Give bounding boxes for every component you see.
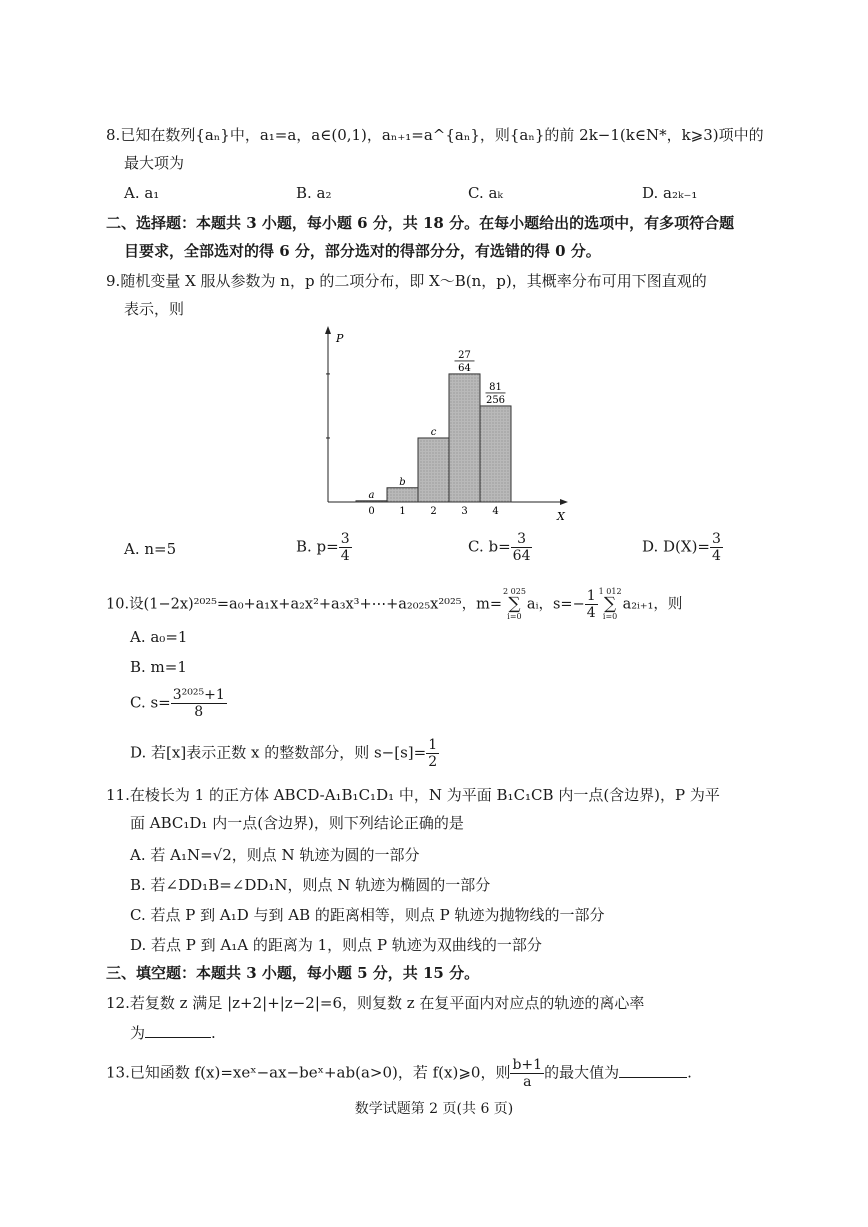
x-axis-arrow [560,499,568,505]
q10-option-b: B. m=1 [130,658,187,676]
bar-3 [449,374,480,502]
q8-line1 [106,124,764,146]
q9-line1 [106,270,707,292]
x-axis-label: X [557,510,565,523]
q8-option-a: A. a₁ [124,184,160,202]
q9-option-b: B. p= $\frac{3}{4}$ [296,531,350,564]
q12-number: 12. [106,994,130,1012]
y-axis-arrow [325,326,331,334]
tick-label-4: 4 [492,506,499,517]
q8-line2: 最大项为 [124,154,185,172]
q11-option-d: D. 若点 P 到 A₁A 的距离为 1，则点 P 轨迹为双曲线的一部分 [130,936,542,954]
q9-number: 9. [106,272,121,290]
q11-option-c: C. 若点 P 到 A₁D 与到 AB 的距离相等，则点 P 轨迹为抛物线的一部分 [130,906,605,924]
page-footer: 数学试题第 2 页(共 6 页) [354,1101,514,1117]
q10-option-c: C. s= $\frac{\text{3²⁰²⁵+1}}{8}$ [130,687,225,720]
q10-option-d: D. 若[x]表示正数 x 的整数部分，则 s−[s]= $\frac{1}{2}$ [130,737,438,770]
tick-label-1: 1 [399,506,406,517]
bar-label-denominator-4: 256 [485,394,506,406]
q8-option-b: B. a₂ [296,184,332,202]
bar-label-denominator-3: 64 [458,362,471,374]
q10-option-a: A. a₀=1 [130,628,188,646]
q8-option-c: C. aₖ [468,184,503,202]
q12-line1 [106,992,644,1014]
q8-number: 8. [106,126,121,144]
q10-sum-m: 2 025 ∑ i=0 [503,587,526,621]
bar-label-1: b [399,476,406,488]
q11-number: 11. [106,786,130,804]
section3-heading: 三、填空题：本题共 3 小题，每小题 5 分，共 15 分。 [106,964,480,982]
q8-text-line1: 已知在数列{aₙ}中，a₁=a，a∈(0,1)，aₙ₊₁=a^{aₙ}，则{aₙ}的前 2k−1(k∈N*，k⩾3)项中的 [120,126,764,144]
q11-line1 [106,784,720,806]
section2-heading-line2: 目要求，全部选对的得 6 分，部分选对的得部分分，有选错的得 0 分。 [124,242,601,260]
q9-line2: 表示，则 [124,300,185,318]
q9-distribution-chart [300,320,590,525]
q12-answer-blank[interactable] [145,1023,211,1038]
q8-option-d: D. a₂ₖ₋₁ [642,184,698,202]
q9-text-line1: 随机变量 X 服从参数为 n，p 的二项分布，即 X～B(n，p)，其概率分布可用下图直观的 [120,272,707,290]
tick-label-0: 0 [368,506,375,517]
q11-option-a: A. 若 A₁N=√2，则点 N 轨迹为圆的一部分 [130,846,420,864]
q12-text-line1: 若复数 z 满足 |z+2|+|z−2|=6，则复数 z 在复平面内对应点的轨迹的离心率 [129,994,645,1012]
q11-text-line1: 在棱长为 1 的正方体 ABCD-A₁B₁C₁D₁ 中，N 为平面 B₁C₁CB 内一点(含边界)，P 为平 [129,786,720,804]
bar-2 [418,438,449,502]
q13-fraction: $\frac{b+1}{a}$ [512,1057,543,1090]
q11-line2: 面 ABC₁D₁ 内一点(含边界)，则下列结论正确的是 [130,814,464,832]
y-axis-label: P [336,332,344,345]
bar-1 [387,488,418,502]
q11-option-b: B. 若∠DD₁B=∠DD₁N，则点 N 轨迹为椭圆的一部分 [130,876,491,894]
q9-option-d: D. D(X)= $\frac{3}{4}$ [642,531,721,564]
q13-line: 13.已知函数 f(x)=xeˣ−ax−beˣ+ab(a>0)，若 f(x)⩾0，则 $\frac{b+1}{a}$ 的最大值为 . [106,1057,692,1090]
q12-line2: 为 . [130,1024,216,1042]
q10-number: 10. [106,596,130,613]
q10-stem: 10.设(1−2x)²⁰²⁵=a₀+a₁x+a₂x²+a₃x³+⋯+a₂₀₂₅x²⁰²⁵，m= 2 025 ∑ i=0 aᵢ，s=− $\frac{1}{4}$ 1 012 ∑ i=0 a₂ᵢ₊₁，则 [106,587,683,621]
q13-number: 13. [106,1063,130,1082]
tick-label-2: 2 [430,506,437,517]
bar-4 [480,406,511,502]
bar-label-numerator-3: 27 [458,349,471,361]
q10-expr: 设(1−2x)²⁰²⁵=a₀+a₁x+a₂x²+a₃x³+⋯+a₂₀₂₅x²⁰²⁵，m= [129,596,503,613]
q10-sum-s: 1 012 ∑ i=0 [598,587,622,621]
q13-answer-blank[interactable] [619,1063,687,1078]
bar-label-numerator-4: 81 [489,381,502,393]
q10-coef: $\frac{1}{4}$ [586,588,596,621]
section2-heading-line1: 二、选择题：本题共 3 小题，每小题 6 分，共 18 分。在每小题给出的选项中，有多项符合题 [106,214,735,232]
q9-option-a: A. n=5 [124,540,177,558]
bar-0 [356,501,387,502]
q9-option-c: C. b= $\frac{3}{64}$ [468,531,531,564]
bar-label-2: c [430,426,437,438]
tick-label-3: 3 [461,506,468,517]
bar-label-0: a [368,489,375,501]
